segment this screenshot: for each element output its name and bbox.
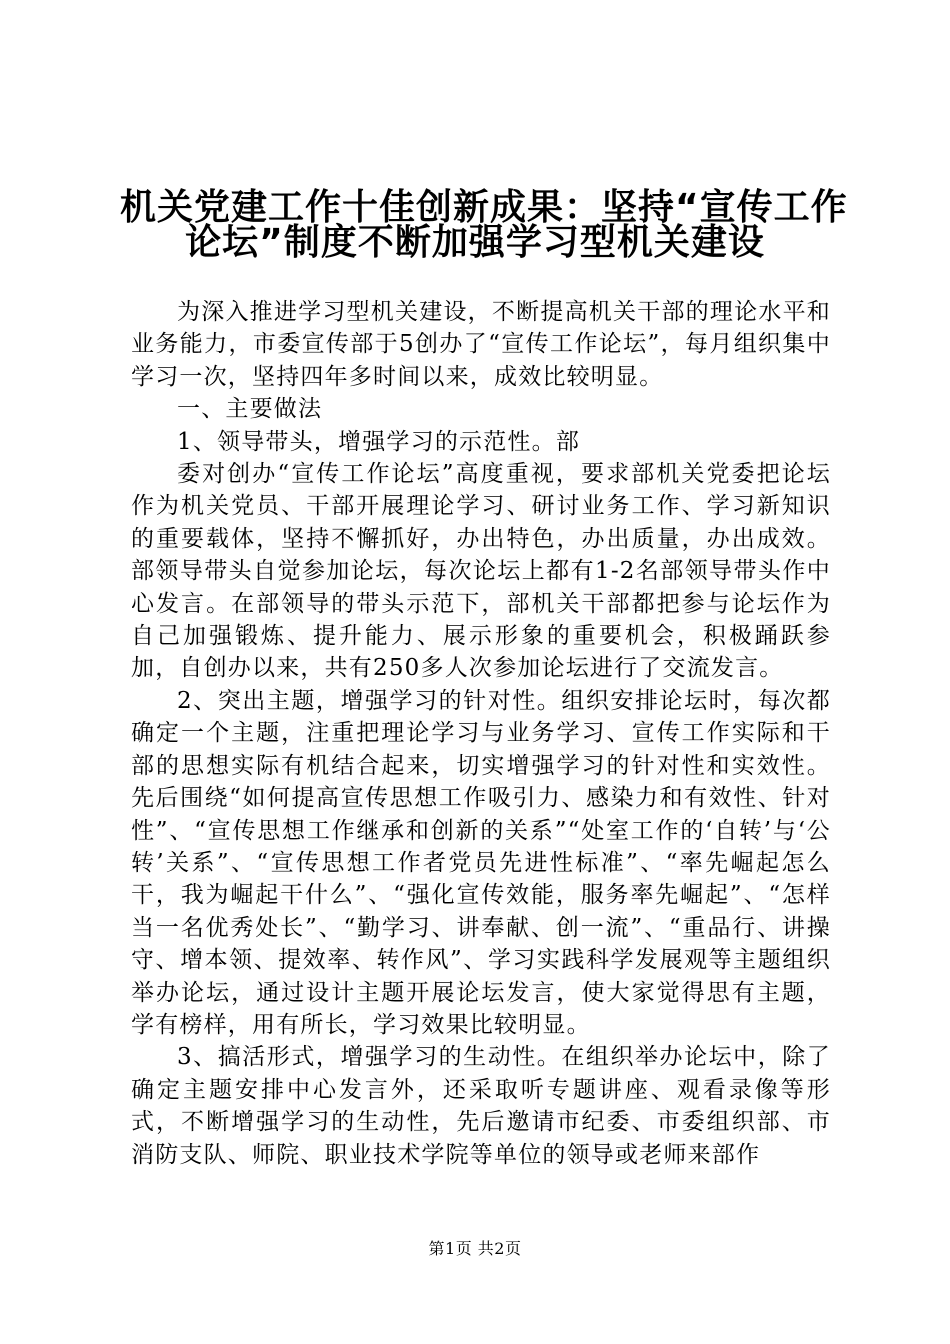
page-number-footer: 第1页 共2页 [428,1239,522,1258]
paragraph-2: 2、突出主题，增强学习的针对性。组织安排论坛时，每次都确定一个主题，注重把理论学习与业务学习、宣传工作实际和干部的思想实际有机结合起来，切实增强学习的针对性和实效性。先后围绕“如何提高宣传思想工作吸引力、感染力和有效性、针对性”、“宣传思想工作继承和创新的关系”“处室工作的‘自转’与‘公转’关系”、“宣传思想工作者党员先进性标准”、“率先崛起怎么干，我为崛起干什么”、“强化宣传效能，服务率先崛起”、“怎样当一名优秀处长”、“勤学习、讲奉献、创一流”、“重品行、讲操守、增本领、提效率、转作风”、学习实践科学发展观等主题组织举办论坛，通过设计主题开展论坛发言，使大家觉得思有主题，学有榜样，用有所长，学习效果比较明显。 [131,687,831,1038]
paragraph-intro: 为深入推进学习型机关建设，不断提高机关干部的理论水平和业务能力，市委宣传部于5创办了“宣传工作论坛”，每月组织集中学习一次，坚持四年多时间以来，成效比较明显。 [131,299,831,390]
paragraph-3: 3、搞活形式，增强学习的生动性。在组织举办论坛中，除了确定主题安排中心发言外，还采取听专题讲座、观看录像等形式，不断增强学习的生动性，先后邀请市纪委、市委组织部、市消防支队、师院、职业技术学院等单位的领导或老师来部作 [131,1044,831,1168]
document-title-line-1: 机关党建工作十佳创新成果：坚持“宣传工作 [120,187,848,228]
subheading-1: 1、领导带头，增强学习的示范性。部 [177,428,581,455]
document-body [131,296,831,1171]
section-heading: 一、主要做法 [177,396,323,423]
paragraph-1: 委对创办“宣传工作论坛”高度重视，要求部机关党委把论坛作为机关党员、干部开展理论学习、研讨业务工作、学习新知识的重要载体，坚持不懈抓好，办出特色，办出质量，办出成效。部领导带头自觉参加论坛，每次论坛上都有1-2名部领导带头作中心发言。在部领导的带头示范下，部机关干部都把参与论坛作为自己加强锻炼、提升能力、展示形象的重要机会，积极踊跃参加，自创办以来，共有250多人次参加论坛进行了交流发言。 [131,461,831,682]
document-title-line-2: 论坛”制度不断加强学习型机关建设 [185,222,765,263]
